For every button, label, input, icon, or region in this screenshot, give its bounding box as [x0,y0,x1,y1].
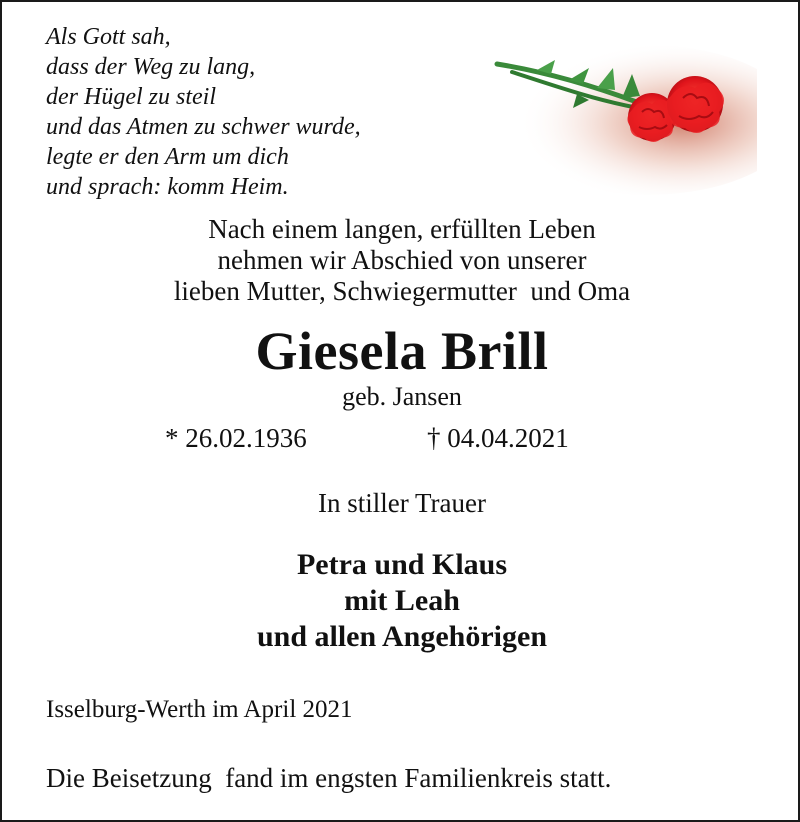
poem-line: dass der Weg zu lang, [46,54,256,80]
poem-line: und sprach: komm Heim. [46,174,289,200]
maiden-name: geb. Jansen [342,382,462,411]
death-date: † 04.04.2021 [427,423,569,453]
intro-line: lieben Mutter, Schwiegermutter und Oma [173,276,631,306]
poem-line: der Hügel zu steil [46,84,216,110]
intro-text [2,214,800,307]
poem-line: legte er den Arm um dich [46,144,289,170]
place-date: Isselburg-Werth im April 2021 [46,696,353,723]
mourning-line: In stiller Trauer [318,488,486,518]
deceased-name: Giesela Brill [255,321,549,381]
family-line: mit Leah [344,584,460,617]
family-line: und allen Angehörigen [256,620,548,653]
burial-note: Die Beisetzung fand im engsten Familienkreis statt. [46,763,612,793]
intro-line: Nach einem langen, erfüllten Leben [208,214,596,244]
family-line: Petra und Klaus [296,548,508,581]
poem-line: Als Gott sah, [46,24,171,50]
birth-date: * 26.02.1936 [165,423,307,453]
red-carnations-icon [457,32,757,197]
poem [46,22,361,202]
family-names [2,547,800,655]
intro-line: nehmen wir Abschied von unserer [217,245,587,275]
poem-line: und das Atmen zu schwer wurde, [46,114,361,140]
